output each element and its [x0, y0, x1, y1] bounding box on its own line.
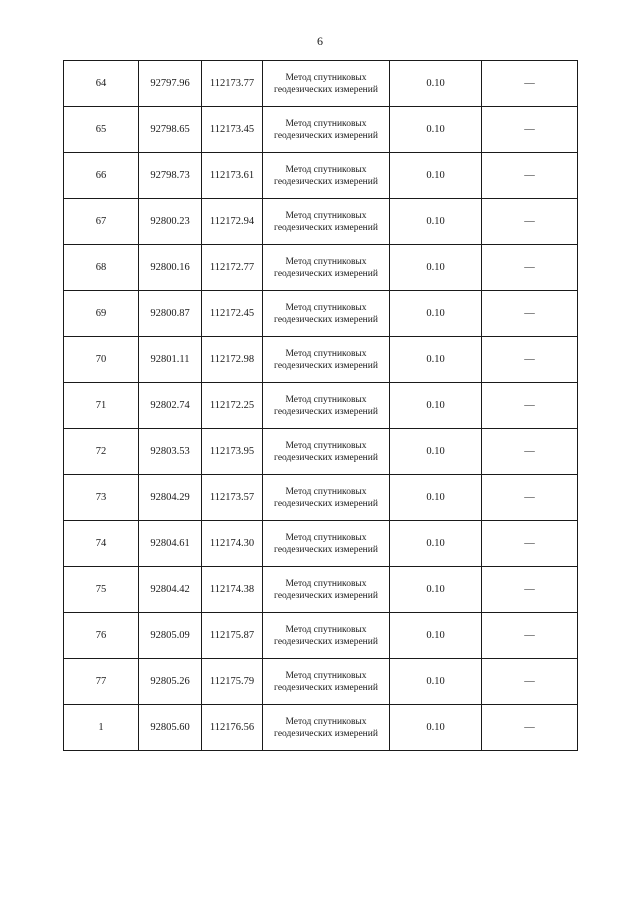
accuracy-cell: 0.10	[390, 337, 482, 383]
note-cell: —	[482, 567, 578, 613]
accuracy-cell: 0.10	[390, 475, 482, 521]
y-coordinate-cell: 112172.77	[202, 245, 263, 291]
table-row	[64, 153, 578, 199]
table-row	[64, 429, 578, 475]
method-cell	[263, 705, 390, 751]
method-line-2: геодезических измерений	[274, 544, 378, 555]
x-coordinate-cell: 92805.26	[139, 659, 202, 705]
y-coordinate-cell: 112175.79	[202, 659, 263, 705]
point-number-cell: 71	[64, 383, 139, 429]
method-cell	[263, 613, 390, 659]
method-line-1: Метод спутниковых	[285, 624, 367, 635]
table-row	[64, 567, 578, 613]
accuracy-cell: 0.10	[390, 107, 482, 153]
method-cell	[263, 291, 390, 337]
point-number-cell: 1	[64, 705, 139, 751]
y-coordinate-cell: 112173.95	[202, 429, 263, 475]
note-cell: —	[482, 429, 578, 475]
coordinates-table	[63, 60, 578, 751]
y-coordinate-cell: 112174.38	[202, 567, 263, 613]
x-coordinate-cell: 92800.87	[139, 291, 202, 337]
method-cell	[263, 383, 390, 429]
method-line-2: геодезических измерений	[274, 452, 378, 463]
x-coordinate-cell: 92804.29	[139, 475, 202, 521]
point-number-cell: 76	[64, 613, 139, 659]
table-row	[64, 337, 578, 383]
table-row	[64, 521, 578, 567]
method-line-1: Метод спутниковых	[285, 210, 367, 221]
point-number-cell: 65	[64, 107, 139, 153]
page-number: 6	[317, 34, 323, 48]
method-line-2: геодезических измерений	[274, 590, 378, 601]
accuracy-cell: 0.10	[390, 383, 482, 429]
table-row	[64, 291, 578, 337]
method-line-1: Метод спутниковых	[285, 118, 367, 129]
y-coordinate-cell: 112173.61	[202, 153, 263, 199]
method-line-2: геодезических измерений	[274, 314, 378, 325]
method-line-2: геодезических измерений	[274, 406, 378, 417]
accuracy-cell: 0.10	[390, 613, 482, 659]
x-coordinate-cell: 92798.73	[139, 153, 202, 199]
table-row	[64, 383, 578, 429]
method-cell	[263, 245, 390, 291]
accuracy-cell: 0.10	[390, 521, 482, 567]
method-line-1: Метод спутниковых	[285, 256, 367, 267]
method-line-2: геодезических измерений	[274, 360, 378, 371]
coordinates-table-body	[64, 61, 578, 751]
x-coordinate-cell: 92805.60	[139, 705, 202, 751]
y-coordinate-cell: 112174.30	[202, 521, 263, 567]
point-number-cell: 77	[64, 659, 139, 705]
note-cell: —	[482, 475, 578, 521]
method-line-1: Метод спутниковых	[285, 670, 367, 681]
method-cell	[263, 475, 390, 521]
y-coordinate-cell: 112173.77	[202, 61, 263, 107]
y-coordinate-cell: 112172.25	[202, 383, 263, 429]
point-number-cell: 74	[64, 521, 139, 567]
point-number-cell: 72	[64, 429, 139, 475]
method-line-1: Метод спутниковых	[285, 578, 367, 589]
method-line-2: геодезических измерений	[274, 84, 378, 95]
note-cell: —	[482, 383, 578, 429]
x-coordinate-cell: 92800.23	[139, 199, 202, 245]
method-cell	[263, 337, 390, 383]
note-cell: —	[482, 291, 578, 337]
method-cell	[263, 521, 390, 567]
note-cell: —	[482, 61, 578, 107]
x-coordinate-cell: 92800.16	[139, 245, 202, 291]
accuracy-cell: 0.10	[390, 659, 482, 705]
point-number-cell: 69	[64, 291, 139, 337]
x-coordinate-cell: 92798.65	[139, 107, 202, 153]
method-cell	[263, 61, 390, 107]
method-line-1: Метод спутниковых	[285, 348, 367, 359]
method-line-1: Метод спутниковых	[285, 72, 367, 83]
x-coordinate-cell: 92802.74	[139, 383, 202, 429]
method-line-1: Метод спутниковых	[285, 486, 367, 497]
y-coordinate-cell: 112175.87	[202, 613, 263, 659]
y-coordinate-cell: 112172.94	[202, 199, 263, 245]
method-line-1: Метод спутниковых	[285, 164, 367, 175]
note-cell: —	[482, 245, 578, 291]
accuracy-cell: 0.10	[390, 199, 482, 245]
y-coordinate-cell: 112172.45	[202, 291, 263, 337]
method-line-2: геодезических измерений	[274, 130, 378, 141]
accuracy-cell: 0.10	[390, 429, 482, 475]
table-row	[64, 475, 578, 521]
note-cell: —	[482, 613, 578, 659]
point-number-cell: 64	[64, 61, 139, 107]
note-cell: —	[482, 199, 578, 245]
method-line-1: Метод спутниковых	[285, 716, 367, 727]
y-coordinate-cell: 112173.45	[202, 107, 263, 153]
method-line-2: геодезических измерений	[274, 268, 378, 279]
y-coordinate-cell: 112172.98	[202, 337, 263, 383]
accuracy-cell: 0.10	[390, 567, 482, 613]
method-line-1: Метод спутниковых	[285, 394, 367, 405]
table-row	[64, 245, 578, 291]
table-row	[64, 705, 578, 751]
method-line-1: Метод спутниковых	[285, 302, 367, 313]
x-coordinate-cell: 92804.61	[139, 521, 202, 567]
method-line-2: геодезических измерений	[274, 498, 378, 509]
method-cell	[263, 107, 390, 153]
point-number-cell: 68	[64, 245, 139, 291]
method-cell	[263, 153, 390, 199]
table-row	[64, 659, 578, 705]
method-line-1: Метод спутниковых	[285, 532, 367, 543]
x-coordinate-cell: 92805.09	[139, 613, 202, 659]
point-number-cell: 70	[64, 337, 139, 383]
x-coordinate-cell: 92797.96	[139, 61, 202, 107]
note-cell: —	[482, 705, 578, 751]
method-line-2: геодезических измерений	[274, 728, 378, 739]
accuracy-cell: 0.10	[390, 705, 482, 751]
note-cell: —	[482, 337, 578, 383]
y-coordinate-cell: 112176.56	[202, 705, 263, 751]
method-cell	[263, 659, 390, 705]
point-number-cell: 73	[64, 475, 139, 521]
note-cell: —	[482, 107, 578, 153]
y-coordinate-cell: 112173.57	[202, 475, 263, 521]
x-coordinate-cell: 92804.42	[139, 567, 202, 613]
accuracy-cell: 0.10	[390, 61, 482, 107]
point-number-cell: 75	[64, 567, 139, 613]
method-line-2: геодезических измерений	[274, 636, 378, 647]
note-cell: —	[482, 521, 578, 567]
method-line-2: геодезических измерений	[274, 222, 378, 233]
accuracy-cell: 0.10	[390, 153, 482, 199]
point-number-cell: 67	[64, 199, 139, 245]
note-cell: —	[482, 153, 578, 199]
method-cell	[263, 567, 390, 613]
method-cell	[263, 429, 390, 475]
x-coordinate-cell: 92801.11	[139, 337, 202, 383]
table-row	[64, 613, 578, 659]
point-number-cell: 66	[64, 153, 139, 199]
table-row	[64, 199, 578, 245]
table-row	[64, 61, 578, 107]
method-line-2: геодезических измерений	[274, 176, 378, 187]
table-row	[64, 107, 578, 153]
accuracy-cell: 0.10	[390, 245, 482, 291]
note-cell: —	[482, 659, 578, 705]
method-cell	[263, 199, 390, 245]
method-line-2: геодезических измерений	[274, 682, 378, 693]
x-coordinate-cell: 92803.53	[139, 429, 202, 475]
accuracy-cell: 0.10	[390, 291, 482, 337]
method-line-1: Метод спутниковых	[285, 440, 367, 451]
